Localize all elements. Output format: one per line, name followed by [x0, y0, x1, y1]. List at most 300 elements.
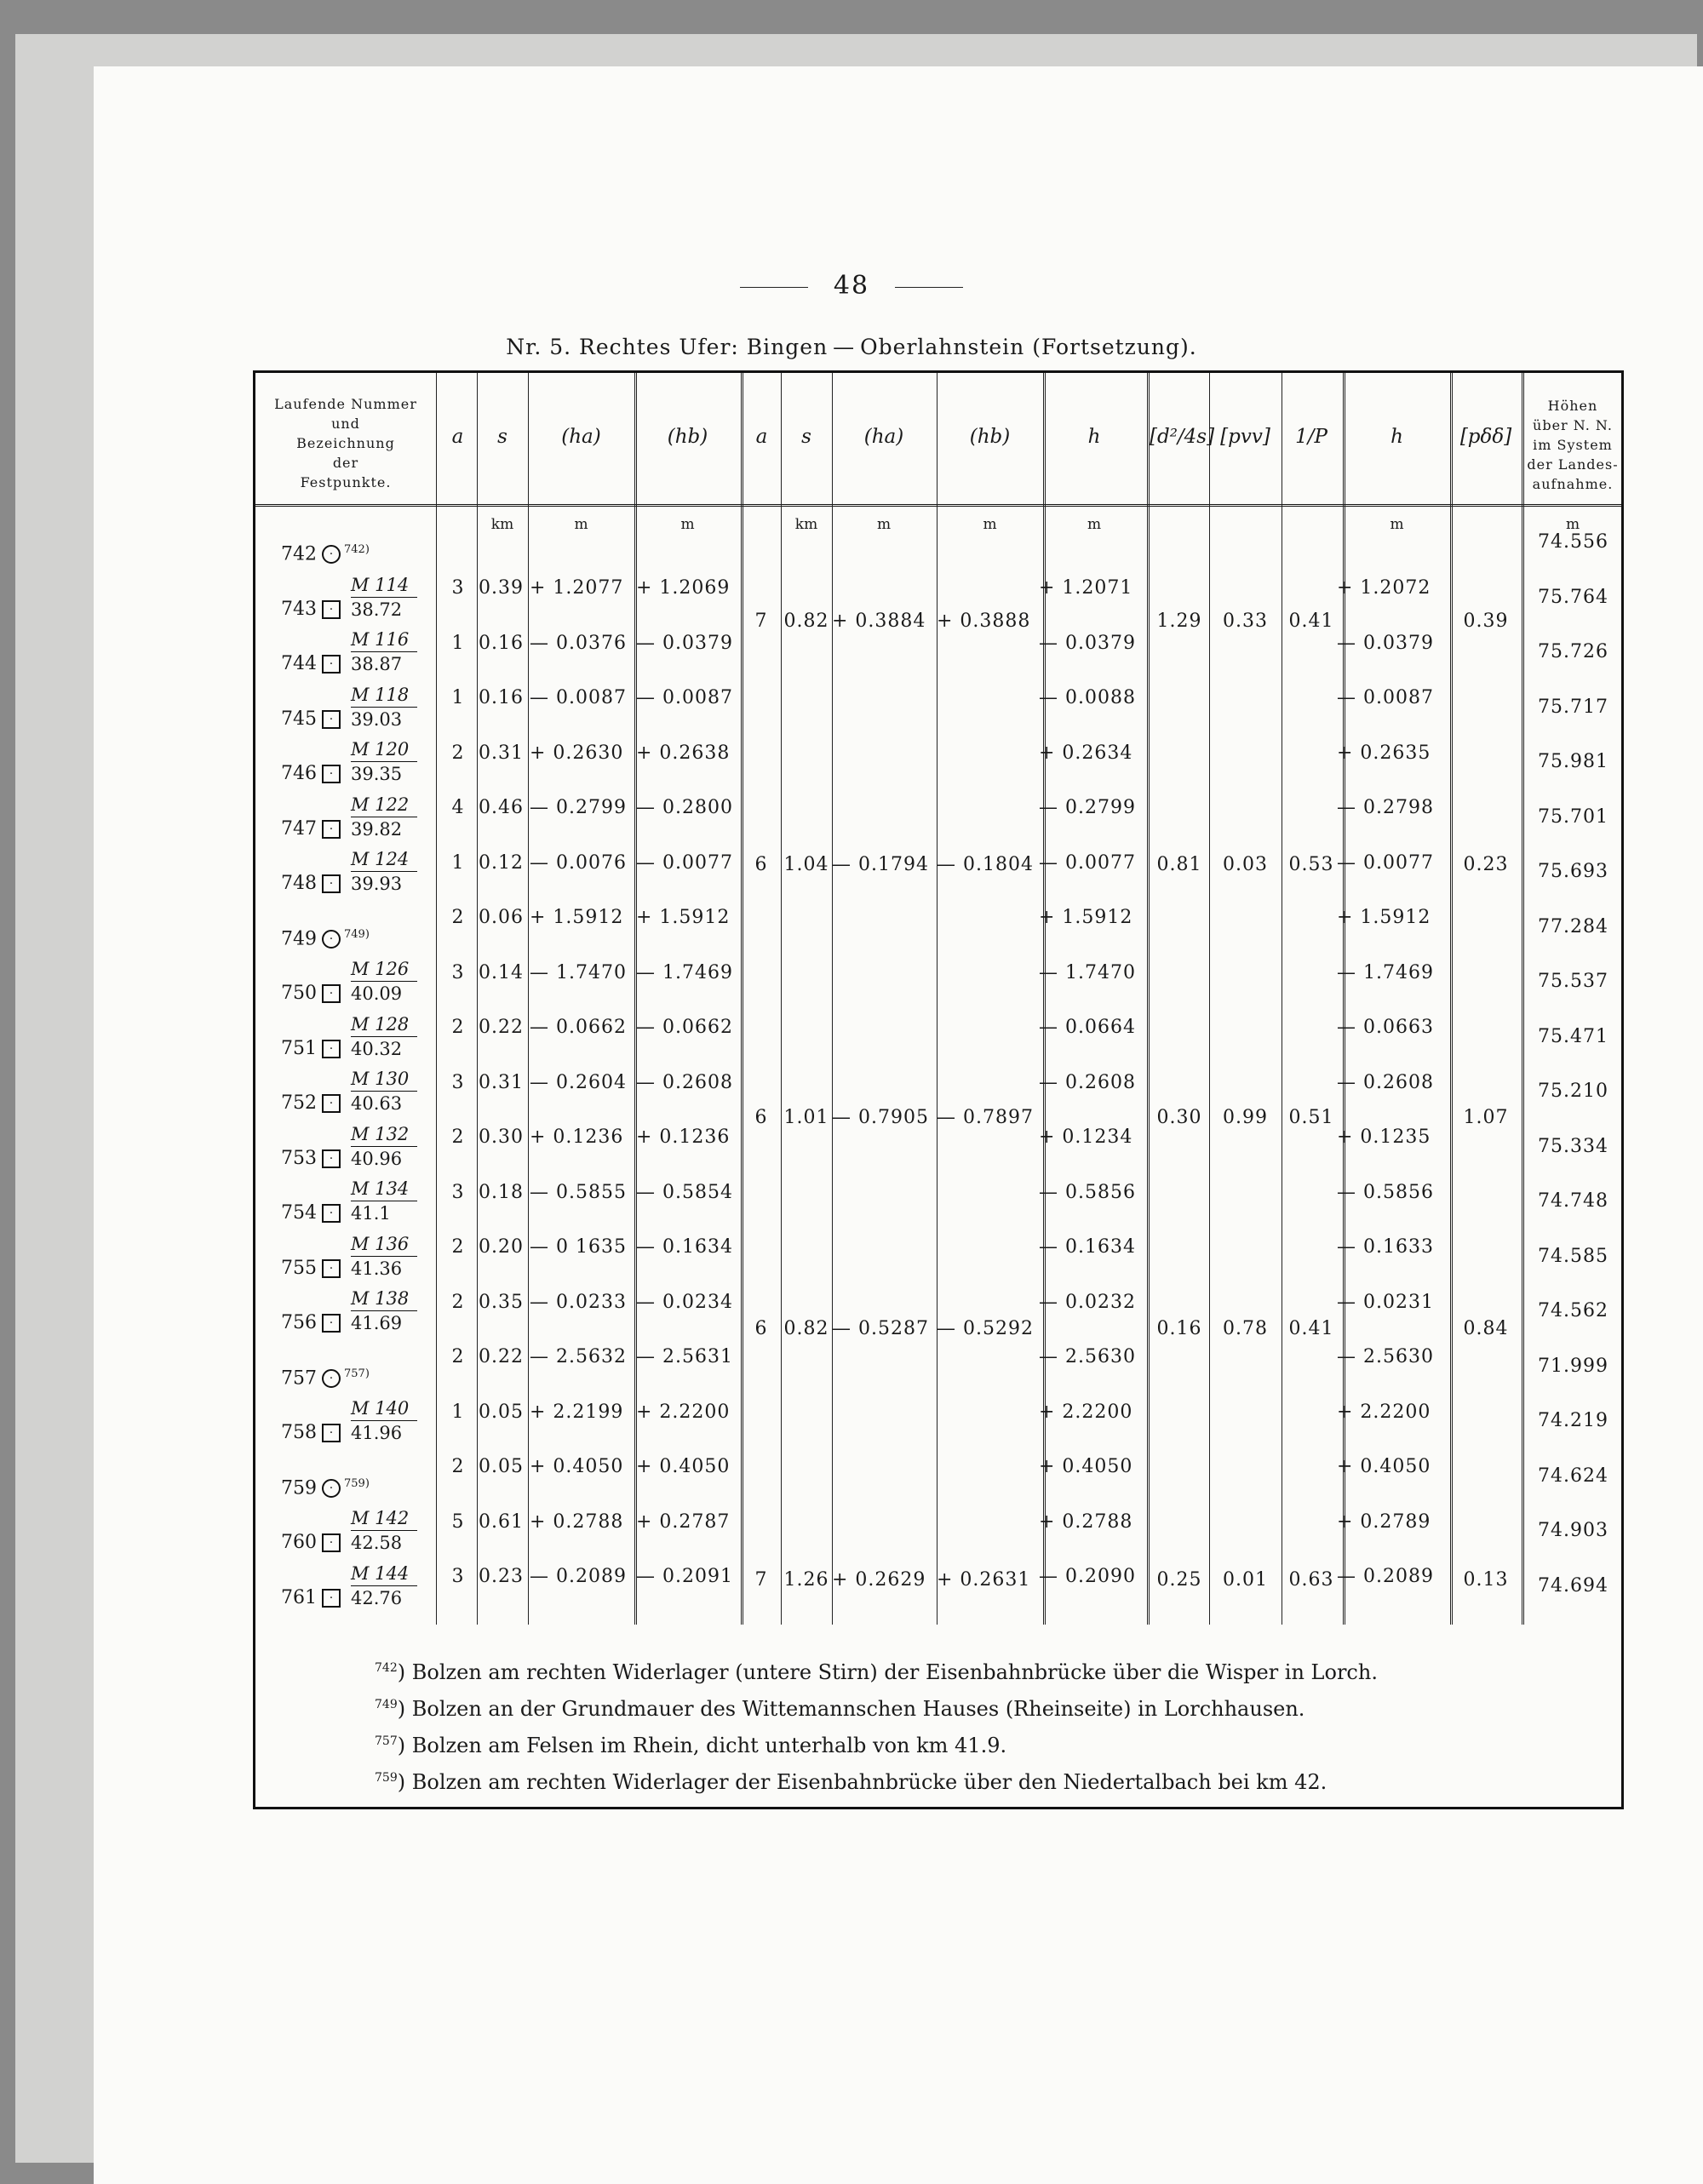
point-label	[281, 708, 341, 730]
point-label	[281, 1092, 341, 1114]
point-number: 761	[281, 1586, 317, 1608]
cell-ha: — 2.5632	[530, 1346, 627, 1367]
height-value: 75.210	[1538, 1081, 1608, 1102]
column-rule	[634, 373, 637, 1625]
cell-hb: — 0.5854	[636, 1181, 733, 1203]
marker-number: M 142	[351, 1508, 410, 1528]
cell-ha: — 0.0662	[530, 1017, 627, 1038]
marker-number: M 128	[351, 1013, 410, 1035]
cell-s: 0.14	[479, 961, 524, 983]
marker-km: 42.58	[351, 1533, 403, 1553]
marker-number: M 144	[351, 1562, 410, 1584]
header-hb2: (hb)	[969, 426, 1011, 448]
column-rule	[937, 373, 938, 1625]
group-d2: 0.30	[1156, 1107, 1202, 1128]
marker-stone	[351, 1014, 417, 1059]
group-pvv: 0.33	[1223, 610, 1268, 632]
marker-number: M 132	[351, 1123, 410, 1144]
height-value: 74.748	[1538, 1190, 1608, 1212]
marker-number: M 116	[351, 629, 410, 650]
group-hb: — 0.7897	[937, 1107, 1034, 1128]
cell-ha: + 0.4050	[530, 1456, 624, 1477]
cell-ha: — 0.2089	[530, 1566, 627, 1587]
cell-hb: — 0.2091	[636, 1566, 733, 1587]
group-ha: — 0.7905	[832, 1107, 929, 1128]
marker-km: 39.35	[351, 764, 403, 784]
point-label	[281, 1038, 341, 1059]
cell-h2: — 0.0087	[1337, 687, 1434, 708]
group-d2: 0.25	[1156, 1569, 1202, 1591]
column-rule	[436, 373, 437, 1625]
point-number: 743	[281, 598, 317, 620]
group-ha: + 0.2629	[832, 1569, 926, 1591]
cell-h2: — 0.2798	[1337, 797, 1434, 818]
point-number: 755	[281, 1257, 317, 1279]
marker-stone	[351, 685, 417, 730]
column-rule	[477, 373, 478, 1625]
column-rule	[781, 373, 782, 1625]
cell-a: 3	[451, 1566, 465, 1587]
cell-h2: — 0.5856	[1337, 1181, 1434, 1203]
marker-stone	[351, 575, 417, 620]
header-hb: (hb)	[667, 426, 708, 448]
header-inv-p: 1/P	[1295, 426, 1327, 448]
cell-hb: — 0.2608	[636, 1071, 733, 1093]
footnote-ref: 757)	[344, 1367, 370, 1380]
marker-km: 38.87	[351, 654, 403, 674]
cell-ha: — 0.0233	[530, 1291, 627, 1313]
marker-km: 40.32	[351, 1038, 403, 1059]
point-number: 745	[281, 708, 317, 730]
cell-a: 1	[451, 851, 465, 874]
cell-h: + 2.2200	[1039, 1401, 1133, 1423]
point-label	[281, 1367, 370, 1389]
cell-h: — 0.1634	[1039, 1236, 1136, 1258]
point-number: 744	[281, 653, 317, 674]
cell-h2: + 2.2200	[1337, 1401, 1431, 1423]
group-pdd: 1.07	[1463, 1107, 1509, 1128]
point-label	[281, 543, 370, 565]
point-label	[281, 1202, 341, 1224]
point-number: 754	[281, 1202, 317, 1224]
group-ha: — 0.5287	[832, 1318, 929, 1339]
cell-h: + 1.2071	[1039, 577, 1133, 599]
group-invP: 0.41	[1288, 1318, 1334, 1339]
cell-a: 2	[451, 1126, 465, 1148]
cell-a: 2	[451, 1291, 465, 1313]
cell-ha: — 1.7470	[530, 961, 627, 983]
group-a: 7	[754, 1569, 768, 1591]
cell-hb: — 0.0077	[636, 851, 733, 874]
group-pvv: 0.03	[1223, 854, 1268, 875]
cell-hb: — 2.5631	[636, 1346, 733, 1367]
header-s: s	[497, 426, 507, 448]
point-number: 747	[281, 817, 317, 840]
bolt-square-icon: ·	[322, 710, 341, 729]
marker-km: 40.63	[351, 1093, 403, 1114]
point-number: 760	[281, 1532, 317, 1553]
group-pdd: 0.39	[1463, 610, 1509, 632]
cell-hb: + 0.4050	[636, 1456, 731, 1477]
group-a: 6	[754, 854, 768, 875]
cell-ha: — 0.0076	[530, 851, 627, 874]
point-label	[281, 763, 341, 784]
header-pvv: [pvv]	[1220, 426, 1270, 448]
cell-hb: — 0.0662	[636, 1017, 733, 1038]
cell-ha: + 2.2199	[530, 1401, 624, 1423]
point-label	[281, 599, 341, 620]
cell-a: 3	[451, 961, 465, 983]
marker-stone	[351, 1124, 417, 1169]
bolt-square-icon: ·	[322, 1149, 341, 1168]
cell-s: 0.16	[479, 632, 524, 654]
cell-s: 0.05	[479, 1456, 524, 1477]
bolt-square-icon: ·	[322, 874, 341, 893]
column-rule	[1147, 373, 1150, 1625]
bolt-circle-icon: ·	[322, 545, 341, 564]
cell-h: + 0.2788	[1039, 1510, 1133, 1533]
group-hb: — 0.5292	[937, 1318, 1034, 1339]
cell-h2: — 0.1633	[1337, 1236, 1434, 1258]
cell-h: — 0.0664	[1039, 1017, 1136, 1038]
bolt-square-icon: ·	[322, 1589, 341, 1608]
cell-h2: + 1.2072	[1337, 577, 1431, 599]
cell-s: 0.23	[479, 1566, 524, 1587]
group-ha: — 0.1794	[832, 854, 929, 875]
footnote-ref: 759)	[344, 1476, 370, 1490]
height-value: 74.624	[1538, 1465, 1608, 1487]
cell-hb: + 0.1236	[636, 1126, 731, 1148]
cell-h2: — 0.2089	[1337, 1566, 1434, 1587]
cell-s: 0.22	[479, 1017, 524, 1038]
bolt-square-icon: ·	[322, 984, 341, 1003]
marker-number: M 140	[351, 1398, 410, 1419]
group-pvv: 0.78	[1223, 1318, 1268, 1339]
height-value: 75.334	[1538, 1135, 1608, 1157]
group-s: 1.01	[783, 1107, 829, 1128]
cell-a: 1	[451, 1401, 465, 1423]
marker-km: 40.09	[351, 983, 403, 1004]
height-value: 75.471	[1538, 1025, 1608, 1047]
cell-ha: + 1.2077	[530, 577, 624, 599]
bolt-square-icon: ·	[322, 1094, 341, 1113]
point-number: 752	[281, 1092, 317, 1114]
cell-a: 3	[451, 577, 465, 599]
cell-hb: — 0.0379	[636, 632, 733, 654]
group-a: 6	[754, 1107, 768, 1128]
cell-hb: — 1.7469	[636, 961, 733, 983]
point-number: 750	[281, 983, 317, 1004]
point-label	[281, 1258, 341, 1279]
unit-ha2: m	[876, 516, 892, 533]
marker-number: M 114	[351, 574, 410, 595]
cell-h: + 1.5912	[1039, 907, 1133, 928]
group-invP: 0.51	[1288, 1107, 1334, 1128]
cell-ha: — 0.0376	[530, 632, 627, 654]
cell-h: — 0.0077	[1039, 851, 1136, 874]
height-value: 75.537	[1538, 971, 1608, 992]
cell-h2: + 1.5912	[1337, 907, 1431, 928]
height-value: 74.585	[1538, 1245, 1608, 1267]
point-label	[281, 1477, 370, 1499]
marker-stone	[351, 629, 417, 674]
group-pdd: 0.13	[1463, 1569, 1509, 1591]
header-d2: [d²/4s]	[1150, 426, 1215, 448]
marker-stone	[351, 1398, 417, 1443]
cell-a: 2	[451, 1456, 465, 1477]
cell-h2: — 0.0231	[1337, 1291, 1434, 1313]
marker-km: 41.36	[351, 1258, 403, 1279]
header-height: Höhen über N. N. im System der Landes- aufnahme.	[1527, 398, 1619, 492]
bolt-circle-icon: ·	[322, 1479, 341, 1498]
point-number: 746	[281, 763, 317, 784]
cell-ha: — 0.0087	[530, 687, 627, 708]
height-value: 74.219	[1538, 1410, 1608, 1431]
unit-h: m	[1087, 516, 1102, 533]
cell-h2: — 0.0077	[1337, 851, 1434, 874]
bolt-square-icon: ·	[322, 1424, 341, 1442]
cell-h2: + 0.1235	[1337, 1126, 1431, 1148]
point-label	[281, 1312, 341, 1333]
header-ha2: (ha)	[863, 426, 904, 448]
marker-number: M 136	[351, 1233, 410, 1254]
group-hb: + 0.2631	[937, 1569, 1031, 1591]
marker-km: 41.96	[351, 1423, 403, 1443]
point-number: 751	[281, 1037, 317, 1059]
height-value: 75.693	[1538, 861, 1608, 882]
cell-hb: + 0.2787	[636, 1510, 731, 1533]
cell-h: — 0.0379	[1039, 632, 1136, 654]
marker-number: M 138	[351, 1288, 410, 1309]
table-title: Nr. 5. Rechtes Ufer: Bingen — Oberlahnstein (Fortsetzung).	[506, 335, 1197, 359]
point-number: 756	[281, 1312, 317, 1333]
cell-s: 0.12	[479, 851, 524, 874]
marker-stone	[351, 959, 417, 1004]
marker-number: M 134	[351, 1178, 410, 1199]
cell-s: 0.46	[479, 797, 524, 818]
footnote: $^{757}$) Bolzen am Felsen im Rhein, dicht unterhalb von km 41.9.	[375, 1734, 1007, 1757]
column-rule	[741, 373, 743, 1625]
group-s: 1.04	[783, 854, 829, 875]
cell-h: — 0.2799	[1039, 797, 1136, 818]
cell-h: + 0.4050	[1039, 1456, 1133, 1477]
column-rule	[832, 373, 833, 1625]
point-label	[281, 983, 341, 1004]
marker-stone	[351, 1178, 417, 1224]
column-rule	[1522, 373, 1524, 1625]
cell-h2: + 0.4050	[1337, 1456, 1431, 1477]
point-number: 757	[281, 1367, 317, 1389]
point-number: 748	[281, 873, 317, 894]
footnotes	[375, 1652, 1482, 1798]
bolt-square-icon: ·	[322, 1314, 341, 1333]
group-hb: + 0.3888	[937, 610, 1031, 632]
cell-a: 2	[451, 907, 465, 928]
bolt-square-icon: ·	[322, 1204, 341, 1223]
column-rule	[1043, 373, 1046, 1625]
header-point: Laufende Nummer und Bezeichnung der Festpunkte.	[274, 396, 417, 490]
column-rule	[528, 373, 529, 1625]
group-invP: 0.63	[1288, 1569, 1334, 1591]
cell-a: 3	[451, 1181, 465, 1203]
footnote-ref: 749)	[344, 927, 370, 941]
cell-h2: — 2.5630	[1337, 1346, 1434, 1367]
marker-stone	[351, 1508, 417, 1553]
cell-a: 5	[451, 1510, 465, 1533]
cell-h: — 0.0232	[1039, 1291, 1136, 1313]
bolt-circle-icon: ·	[322, 1369, 341, 1388]
group-ha: + 0.3884	[832, 610, 926, 632]
header-s2: s	[801, 426, 811, 448]
cell-s: 0.31	[479, 1071, 524, 1093]
cell-s: 0.39	[479, 577, 524, 599]
unit-ha: m	[574, 516, 588, 533]
column-rule	[1209, 373, 1210, 1625]
cell-ha: + 0.2630	[530, 742, 624, 764]
marker-number: M 120	[351, 739, 410, 760]
height-value: 77.284	[1538, 915, 1608, 937]
point-number: 758	[281, 1422, 317, 1443]
point-number: 749	[281, 927, 317, 949]
cell-a: 2	[451, 742, 465, 764]
header-pdd: [pδδ]	[1459, 426, 1512, 448]
height-value: 74.556	[1538, 531, 1608, 553]
cell-h2: — 0.0663	[1337, 1017, 1434, 1038]
cell-h: — 0.2090	[1039, 1566, 1136, 1587]
marker-km: 39.82	[351, 818, 403, 840]
group-s: 0.82	[783, 1318, 829, 1339]
cell-s: 0.22	[479, 1346, 524, 1367]
unit-s2: km	[794, 516, 818, 533]
marker-stone	[351, 1069, 417, 1114]
height-value: 71.999	[1538, 1355, 1608, 1377]
point-label	[281, 1422, 341, 1443]
cell-s: 0.16	[479, 687, 524, 708]
column-rule	[1450, 373, 1453, 1625]
marker-number: M 126	[351, 959, 410, 979]
point-number: 759	[281, 1476, 317, 1499]
page-number: 48	[0, 271, 1703, 301]
marker-stone	[351, 1563, 417, 1608]
marker-stone	[351, 849, 417, 894]
cell-h: — 0.5856	[1039, 1181, 1136, 1203]
point-label	[281, 1587, 341, 1608]
cell-s: 0.30	[479, 1126, 524, 1148]
height-value: 75.701	[1538, 805, 1608, 828]
unit-hb: m	[680, 516, 695, 533]
cell-a: 2	[451, 1346, 465, 1367]
footnote: $^{742}$) Bolzen am rechten Widerlager (untere Stirn) der Eisenbahnbrücke über die Wisper in Lorch.	[375, 1660, 1378, 1684]
marker-number: M 122	[351, 794, 410, 815]
cell-h2: — 0.2608	[1337, 1071, 1434, 1093]
cell-h: — 2.5630	[1039, 1346, 1136, 1367]
unit-h2: m	[1390, 516, 1404, 533]
bolt-square-icon: ·	[322, 820, 341, 839]
header-rule	[253, 504, 1624, 507]
footnote: $^{749}$) Bolzen an der Grundmauer des Wittemannschen Hauses (Rheinseite) in Lorchhausen.	[375, 1697, 1305, 1721]
cell-hb: + 1.5912	[636, 907, 731, 928]
group-a: 7	[754, 610, 768, 632]
cell-h: — 1.7470	[1039, 961, 1136, 983]
cell-s: 0.06	[479, 907, 524, 928]
cell-s: 0.05	[479, 1401, 524, 1423]
bolt-square-icon: ·	[322, 1533, 341, 1552]
group-pdd: 0.23	[1463, 854, 1509, 875]
unit-hb2: m	[983, 516, 997, 533]
cell-hb: + 0.2638	[636, 742, 731, 764]
cell-a: 4	[451, 797, 465, 818]
bolt-square-icon: ·	[322, 1040, 341, 1058]
marker-km: 41.1	[351, 1203, 391, 1224]
cell-hb: + 1.2069	[636, 577, 731, 599]
marker-km: 42.76	[351, 1587, 403, 1608]
unit-s: km	[490, 516, 514, 533]
group-pvv: 0.99	[1223, 1107, 1268, 1128]
footnote: $^{759}$) Bolzen am rechten Widerlager der Eisenbahnbrücke über den Niedertalbach bei km 42.	[375, 1770, 1327, 1794]
header-h: h	[1087, 426, 1101, 448]
bolt-square-icon: ·	[322, 600, 341, 619]
group-d2: 0.16	[1156, 1318, 1202, 1339]
group-s: 0.82	[783, 610, 829, 632]
cell-h: + 0.2634	[1039, 742, 1133, 764]
marker-km: 38.72	[351, 599, 403, 620]
footnote-ref: 742)	[344, 543, 370, 556]
group-a: 6	[754, 1318, 768, 1339]
point-label	[281, 1148, 341, 1169]
marker-stone	[351, 794, 417, 840]
cell-h: — 0.2608	[1039, 1071, 1136, 1093]
cell-s: 0.20	[479, 1236, 524, 1258]
cell-hb: — 0.0087	[636, 687, 733, 708]
unit-height: m	[1565, 516, 1580, 533]
group-d2: 0.81	[1156, 854, 1202, 875]
cell-hb: — 0.2800	[636, 797, 733, 818]
bolt-circle-icon: ·	[322, 930, 341, 949]
cell-ha: — 0.2604	[530, 1071, 627, 1093]
cell-ha: — 0.5855	[530, 1181, 627, 1203]
marker-stone	[351, 1234, 417, 1279]
point-number: 742	[281, 543, 317, 565]
marker-km: 41.69	[351, 1313, 403, 1333]
point-label	[281, 1532, 341, 1553]
cell-a: 2	[451, 1017, 465, 1038]
height-value: 75.981	[1538, 751, 1608, 772]
point-label	[281, 928, 370, 949]
group-hb: — 0.1804	[937, 854, 1034, 875]
point-number: 753	[281, 1147, 317, 1169]
cell-a: 3	[451, 1071, 465, 1093]
height-value: 75.726	[1538, 641, 1608, 662]
group-pdd: 0.84	[1463, 1318, 1509, 1339]
group-invP: 0.53	[1288, 854, 1334, 875]
header-h2: h	[1390, 426, 1403, 448]
cell-s: 0.35	[479, 1291, 524, 1313]
bolt-square-icon: ·	[322, 655, 341, 674]
height-value: 74.903	[1538, 1520, 1608, 1541]
marker-stone	[351, 1288, 417, 1333]
cell-ha: + 1.5912	[530, 907, 624, 928]
cell-hb: + 2.2200	[636, 1401, 731, 1423]
marker-number: M 124	[351, 849, 410, 869]
height-value: 75.764	[1538, 586, 1608, 608]
marker-km: 40.96	[351, 1148, 403, 1169]
cell-ha: + 0.1236	[530, 1126, 624, 1148]
header-ha: (ha)	[561, 426, 601, 448]
group-d2: 1.29	[1156, 610, 1202, 632]
point-label	[281, 818, 341, 840]
cell-ha: — 0 1635	[530, 1236, 627, 1258]
cell-ha: + 0.2788	[530, 1510, 624, 1533]
